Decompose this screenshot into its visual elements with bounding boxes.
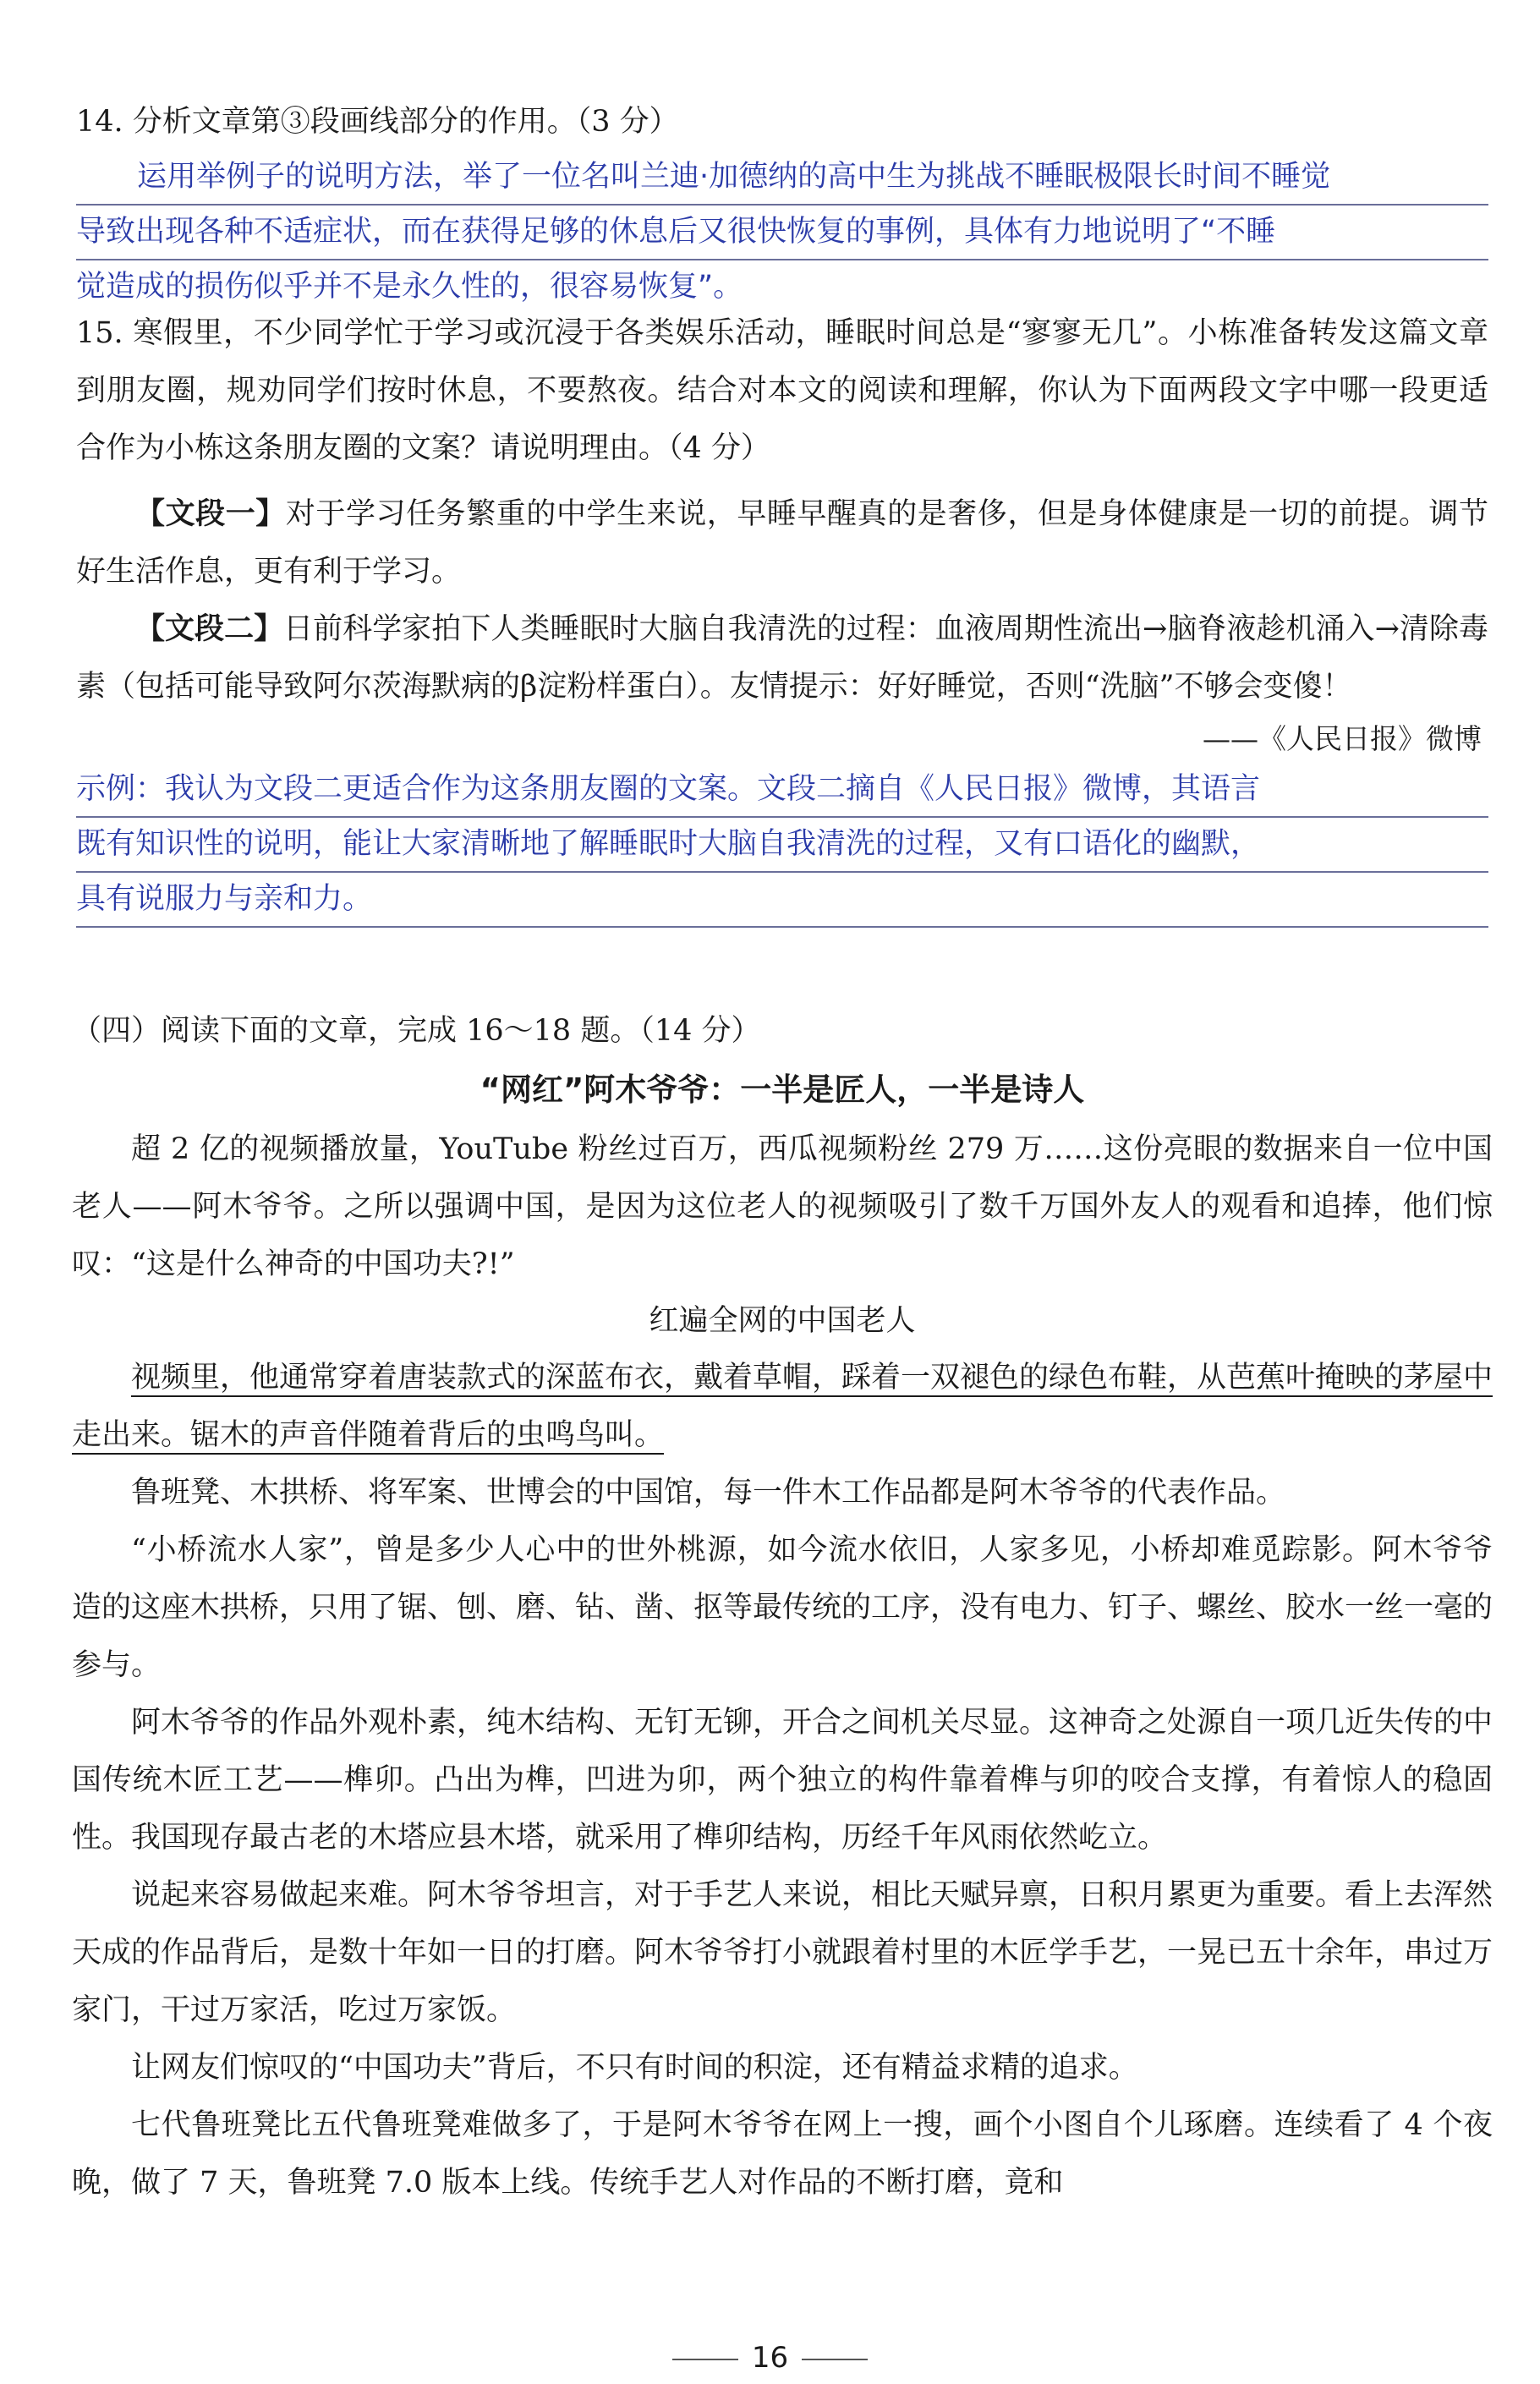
passage-one-label: 【文段一】 <box>135 497 286 531</box>
passage-source: ——《人民日报》微博 <box>1203 722 1482 755</box>
article-paragraph: 鲁班凳、木拱桥、将军案、世博会的中国馆，每一件木工作品都是阿木爷爷的代表作品。 <box>131 1476 1286 1510</box>
article-subtitle: 红遍全网的中国老人 <box>649 1304 916 1338</box>
footer-rule-left <box>672 2359 738 2360</box>
answer-line: 觉造成的损伤似乎并不是永久性的，很容易恢复”。 <box>76 270 743 304</box>
section-heading: （四）阅读下面的文章，完成 16～18 题。（14 分） <box>72 1014 761 1048</box>
page-number: 16 <box>751 2341 789 2375</box>
question-15-answer <box>76 763 1488 928</box>
question-14 <box>76 93 1488 314</box>
article-paragraph: 让网友们惊叹的“中国功夫”背后，不只有时间的积淀，还有精益求精的追求。 <box>131 2051 1138 2085</box>
question-15 <box>76 304 1488 928</box>
answer-line: 运用举例子的说明方法，举了一位名叫兰迪·加德纳的高中生为挑战不睡眠极限长时间不睡觉 <box>76 151 1488 206</box>
footer-rule-right <box>802 2359 868 2360</box>
question-14-stem: 14. 分析文章第③段画线部分的作用。（3 分） <box>76 105 679 139</box>
page-footer <box>0 2341 1540 2375</box>
answer-line: 示例：我认为文段二更适合作为这条朋友圈的文案。文段二摘自《人民日报》微博，其语言 <box>76 763 1488 818</box>
answer-line: 具有说服力与亲和力。 <box>76 873 1488 928</box>
passage-two <box>76 600 1488 715</box>
answer-line: 导致出现各种不适症状，而在获得足够的休息后又很快恢复的事例，具体有力地说明了“不睡 <box>76 206 1488 260</box>
article-title: “网红”阿木爷爷：一半是匠人，一半是诗人 <box>480 1071 1085 1108</box>
passage-one <box>76 485 1488 600</box>
article-paragraph: 说起来容易做起来难。阿木爷爷坦言，对于手艺人来说，相比天赋异禀，日积月累更为重要。看上去浑然天成的作品背后，是数十年如一日的打磨。阿木爷爷打小就跟着村里的木匠学手艺，一晃已五十余年，串过万家门，干过万家活，吃过万家饭。 <box>72 1878 1493 2027</box>
question-14-answer <box>76 151 1488 314</box>
article-paragraph: 七代鲁班凳比五代鲁班凳难做多了，于是阿木爷爷在网上一搜，画个小图自个儿琢磨。连续看了 4 个夜晚，做了 7 天，鲁班凳 7.0 版本上线。传统手艺人对作品的不断打磨，竟和 <box>72 2108 1493 2200</box>
passage-one-text: 对于学习任务繁重的中学生来说，早睡早醒真的是奢侈，但是身体健康是一切的前提。调节好生活作息，更有利于学习。 <box>76 497 1488 589</box>
answer-line: 既有知识性的说明，能让大家清晰地了解睡眠时大脑自我清洗的过程，又有口语化的幽默， <box>76 818 1488 873</box>
article-paragraph: 阿木爷爷的作品外观朴素，纯木结构、无钉无铆，开合之间机关尽显。这神奇之处源自一项几近失传的中国传统木匠工艺——榫卯。凸出为榫，凹进为卯，两个独立的构件靠着榫与卯的咬合支撑，有着惊人的稳固性。我国现存最古老的木塔应县木塔，就采用了榫卯结构，历经千年风雨依然屹立。 <box>72 1706 1493 1855</box>
question-15-stem: 15. 寒假里，不少同学忙于学习或沉浸于各类娱乐活动，睡眠时间总是“寥寥无几”。小栋准备转发这篇文章到朋友圈，规劝同学们按时休息，不要熬夜。结合对本文的阅读和理解，你认为下面两段文字中哪一段更适合作为小栋这条朋友圈的文案？请说明理由。（4 分） <box>76 316 1488 465</box>
passage-two-text: 日前科学家拍下人类睡眠时大脑自我清洗的过程：血液周期性流出→脑脊液趁机涌入→清除毒素（包括可能导致阿尔茨海默病的β淀粉样蛋白）。友情提示：好好睡觉，否则“洗脑”不够会变傻！ <box>76 612 1488 704</box>
article-paragraph-underlined <box>72 1349 1493 1464</box>
article-paragraph: 超 2 亿的视频播放量，YouTube 粉丝过百万，西瓜视频粉丝 279 万……这份亮眼的数据来自一位中国老人——阿木爷爷。之所以强调中国，是因为这位老人的视频吸引了数千万国外友人的观看和追捧，他们惊叹：“这是什么神奇的中国功夫?!” <box>72 1132 1493 1281</box>
passage-two-label: 【文段二】 <box>135 612 284 646</box>
reading-section-4 <box>72 1002 1493 2211</box>
underlined-text: 视频里，他通常穿着唐装款式的深蓝布衣，戴着草帽，踩着一双褪色的绿色布鞋，从芭蕉叶掩映的茅屋中走出来。锯木的声音伴随着背后的虫鸣鸟叫。 <box>72 1361 1493 1452</box>
article-paragraph: “小桥流水人家”，曾是多少人心中的世外桃源，如今流水依旧，人家多见，小桥却难觅踪影。阿木爷爷造的这座木拱桥，只用了锯、刨、磨、钻、凿、抠等最传统的工序，没有电力、钉子、螺丝、胶水一丝一毫的参与。 <box>72 1533 1493 1682</box>
